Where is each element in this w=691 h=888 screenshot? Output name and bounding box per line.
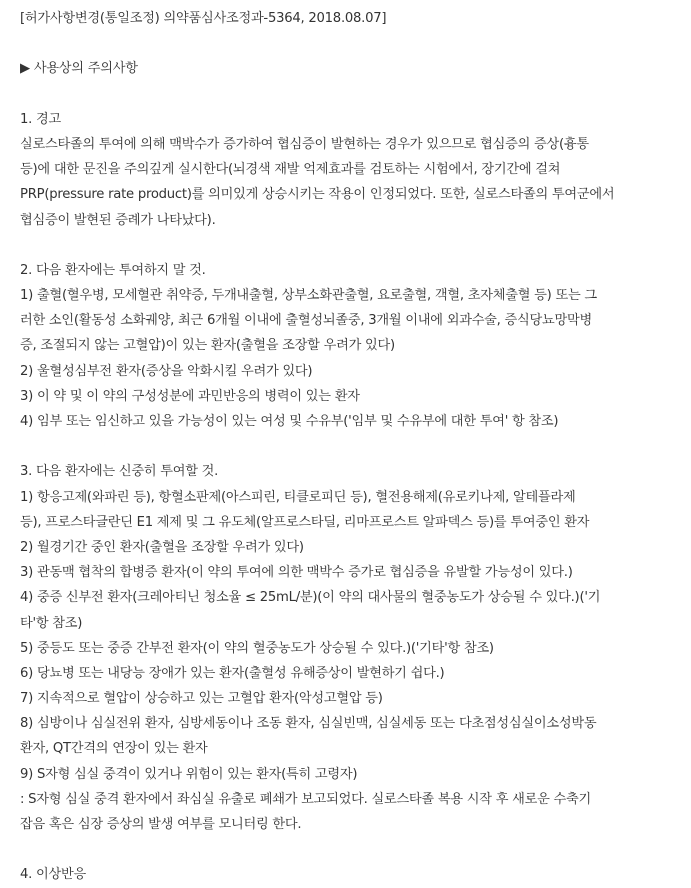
spacer (20, 837, 684, 862)
contraindication-line: 4) 임부 또는 임신하고 있을 가능성이 있는 여성 및 수유부('임부 및 수유부에 대한 투여' 항 참조) (20, 414, 559, 429)
contraindication-line: 러한 소인(활동성 소화궤양, 최근 6개월 이내에 출혈성뇌졸중, 3개월 이내에 외과수술, 증식당뇨망막병 (20, 313, 592, 329)
warning-line: 실로스타졸의 투여에 의해 맥박수가 증가하여 협심증이 발현하는 경우가 있으므로 협심증의 증상(흉통 (20, 136, 589, 152)
precaution-line: 1) 항응고제(와파린 등), 항혈소판제(아스피린, 티클로피딘 등), 혈전용해제(유로키나제, 알테플라제 (20, 489, 576, 505)
warning-line: 협심증이 발현된 증례가 나타났다). (20, 212, 216, 228)
contraindication-line: 증, 조절되지 않는 고혈압)이 있는 환자(출혈을 조장할 우려가 있다) (20, 338, 395, 354)
adverse-heading: 4. 이상반응 (20, 867, 86, 883)
precaution-line: 8) 심방이나 심실전위 환자, 심방세동이나 조동 환자, 심실빈맥, 심실세동 또는 다초점성심실이소성박동 (20, 716, 597, 732)
contraindication-line: 2) 울혈성심부전 환자(증상을 악화시킬 우려가 있다) (20, 363, 313, 379)
precautions-heading: 3. 다음 환자에는 신중히 투여할 것. (20, 464, 219, 480)
precaution-line: 2) 월경기간 중인 환자(출혈을 조장할 우려가 있다) (20, 539, 304, 555)
document-body (20, 6, 684, 888)
precaution-line: 6) 당뇨병 또는 내당능 장애가 있는 환자(출혈성 유해증상이 발현하기 쉽다.) (20, 665, 445, 681)
contraindication-line: 1) 출혈(혈우병, 모세혈관 취약증, 두개내출혈, 상부소화관출혈, 요로출혈, 객혈, 초자체출혈 등) 또는 그 (20, 288, 597, 304)
precaution-line: 잡음 혹은 심장 증상의 발생 여부를 모니터링 한다. (20, 817, 302, 832)
precaution-line: : S자형 심실 중격 환자에서 좌심실 유출로 폐쇄가 보고되었다. 실로스타졸 복용 시작 후 새로운 수축기 (20, 791, 592, 807)
precaution-line: 3) 관동맥 협착의 합병증 환자(이 약의 투여에 의한 맥박수 증가로 협심증을 유발할 가능성이 있다.) (20, 565, 573, 581)
warning-heading: 1. 경고 (20, 111, 62, 127)
precaution-line: 환자, QT간격의 연장이 있는 환자 (20, 741, 208, 757)
document-header: [허가사항변경(통일조정) 의약품심사조정과-5364, 2018.08.07] (20, 11, 387, 26)
precaution-line: 타'항 참조) (20, 615, 83, 631)
spacer (20, 434, 684, 459)
precaution-line: 9) S자형 심실 중격이 있거나 위험이 있는 환자(특히 고령자) (20, 766, 358, 782)
contraindication-line: 3) 이 약 및 이 약의 구성성분에 과민반응의 병력이 있는 환자 (20, 388, 360, 404)
precaution-line: 7) 지속적으로 혈압이 상승하고 있는 고혈압 환자(악성고혈압 등) (20, 691, 383, 707)
precaution-line: 등), 프로스타글란딘 E1 제제 및 그 유도체(알프로스타딜, 리마프로스트 알파덱스 등)를 투여중인 환자 (20, 514, 590, 530)
spacer (20, 31, 684, 56)
warning-line: 등)에 대한 문진을 주의깊게 실시한다(뇌경색 재발 억제효과를 검토하는 시험에서, 장기간에 걸쳐 (20, 162, 561, 178)
warning-line: PRP(pressure rate product)를 의미있게 상승시키는 작용이 인정되었다. 또한, 실로스타졸의 투여군에서 (20, 187, 615, 203)
contraindications-heading: 2. 다음 환자에는 투여하지 말 것. (20, 262, 206, 278)
spacer (20, 82, 684, 107)
spacer (20, 233, 684, 258)
precaution-line: 5) 중등도 또는 중증 간부전 환자(이 약의 혈중농도가 상승될 수 있다.)('기타'항 참조) (20, 640, 494, 656)
precaution-line: 4) 중증 신부전 환자(크레아티닌 청소율 ≤ 25mL/분)(이 약의 대사물의 혈중농도가 상승될 수 있다.)('기 (20, 590, 601, 606)
section-title: ▶ 사용상의 주의사항 (20, 61, 138, 77)
